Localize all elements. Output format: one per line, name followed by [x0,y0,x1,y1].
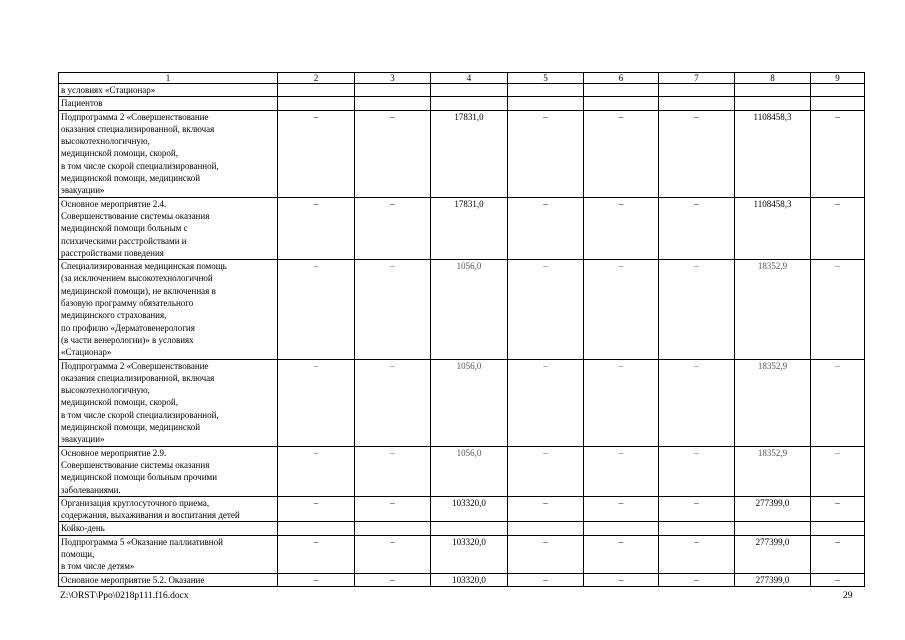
row-label-cell: Подпрограмма 2 «Совершенствование оказания специализированной, включая высокотехнологичную, медицинской помощи, скорой, в том числе скорой специализированной, медицинской помощи, медицинской эвакуации» [59,110,278,197]
column-number-header: 9 [811,73,865,84]
value-cell: – [355,535,431,573]
value-cell [735,97,811,110]
value-cell: – [508,446,584,496]
table-row [59,84,865,97]
value-cell: 103320,0 [431,535,508,573]
value-cell: – [508,573,584,586]
column-number-header: 4 [431,73,508,84]
table-body [59,73,865,587]
value-cell: – [355,110,431,197]
value-cell: – [508,496,584,522]
value-cell: – [659,496,735,522]
value-cell [355,84,431,97]
value-cell: 277399,0 [735,535,811,573]
value-cell [584,97,659,110]
value-cell: – [584,496,659,522]
value-cell [355,97,431,110]
value-cell: – [278,496,355,522]
value-cell: – [811,359,865,446]
value-cell: – [584,535,659,573]
value-cell [659,97,735,110]
value-cell: – [811,573,865,586]
value-cell: – [811,110,865,197]
column-number-header: 2 [278,73,355,84]
value-cell: – [659,446,735,496]
value-cell: – [659,260,735,359]
value-cell [584,522,659,535]
value-cell: – [508,197,584,259]
value-cell [431,97,508,110]
value-cell: 18352,9 [735,359,811,446]
value-cell: – [659,535,735,573]
value-cell: – [811,535,865,573]
table-row [59,260,865,359]
column-number-header: 7 [659,73,735,84]
value-cell [278,97,355,110]
value-cell: 18352,9 [735,446,811,496]
footer-file-path: Z:\ORST\Ppo\0218p111.f16.docx [60,591,189,601]
column-number-header: 3 [355,73,431,84]
row-label-cell: Основное мероприятие 2.9. Совершенствование системы оказания медицинской помощи больным прочими заболеваниями. [59,446,278,496]
value-cell: 1108458,3 [735,110,811,197]
value-cell: – [811,446,865,496]
value-cell: – [584,573,659,586]
value-cell: 277399,0 [735,496,811,522]
value-cell: 103320,0 [431,573,508,586]
value-cell: 17831,0 [431,110,508,197]
value-cell: – [584,446,659,496]
row-label-cell: в условиях «Стационар» [59,84,278,97]
value-cell: – [355,260,431,359]
value-cell: – [278,260,355,359]
row-label-cell: Основное мероприятие 5.2. Оказание [59,573,278,586]
table-row [59,496,865,522]
value-cell: – [278,573,355,586]
table-row [59,197,865,259]
value-cell: – [659,359,735,446]
value-cell [735,522,811,535]
value-cell: – [355,496,431,522]
value-cell [659,522,735,535]
value-cell [811,97,865,110]
table-row [59,535,865,573]
value-cell: – [355,359,431,446]
value-cell [431,84,508,97]
value-cell: – [811,496,865,522]
value-cell: – [278,197,355,259]
page-number: 29 [843,591,853,601]
value-cell: 1056,0 [431,446,508,496]
value-cell: – [584,359,659,446]
value-cell: – [584,197,659,259]
value-cell: – [508,110,584,197]
value-cell [584,84,659,97]
value-cell: – [811,260,865,359]
value-cell [811,522,865,535]
row-label-cell: Основное мероприятие 2.4. Совершенствование системы оказания медицинской помощи больным с психическими расстройствами и расстройствами поведения [59,197,278,259]
value-cell: – [811,197,865,259]
value-cell: 1056,0 [431,260,508,359]
value-cell [508,97,584,110]
table-row [59,110,865,197]
value-cell: 103320,0 [431,496,508,522]
column-number-header: 6 [584,73,659,84]
table-row [59,97,865,110]
value-cell: – [355,446,431,496]
value-cell: – [278,110,355,197]
table-row [59,573,865,586]
value-cell [659,84,735,97]
value-cell: 18352,9 [735,260,811,359]
value-cell: – [659,110,735,197]
column-number-header: 1 [59,73,278,84]
table-header-row [59,73,865,84]
value-cell: – [659,197,735,259]
table-row [59,446,865,496]
value-cell: – [508,535,584,573]
row-label-cell: Койко-день [59,522,278,535]
column-number-header: 8 [735,73,811,84]
row-label-cell: Подпрограмма 5 «Оказание паллиативной помощи, в том числе детям» [59,535,278,573]
budget-table [58,72,865,587]
value-cell [508,522,584,535]
column-number-header: 5 [508,73,584,84]
value-cell: – [278,446,355,496]
value-cell: – [508,260,584,359]
value-cell: 277399,0 [735,573,811,586]
value-cell: 1056,0 [431,359,508,446]
value-cell [278,84,355,97]
value-cell [278,522,355,535]
value-cell [355,522,431,535]
table-row [59,359,865,446]
table-row [59,522,865,535]
row-label-cell: Подпрограмма 2 «Совершенствование оказания специализированной, включая высокотехнологичную, медицинской помощи, скорой, в том числе скорой специализированной, медицинской помощи, медицинской эвакуации» [59,359,278,446]
value-cell: – [278,535,355,573]
row-label-cell: Пациентов [59,97,278,110]
value-cell [735,84,811,97]
value-cell: 17831,0 [431,197,508,259]
value-cell: – [355,573,431,586]
row-label-cell: Организация круглосуточного приема, содержания, выхаживания и воспитания детей [59,496,278,522]
value-cell: 1108458,3 [735,197,811,259]
value-cell: – [508,359,584,446]
value-cell: – [355,197,431,259]
value-cell: – [584,110,659,197]
row-label-cell: Специализированная медицинская помощь (за исключением высокотехнологичной медицинской помощи), не включенная в базовую программу обязательного медицинского страхования, по профилю «Дерматовенерология (в части венерологии)» в условиях «Стационар» [59,260,278,359]
value-cell [508,84,584,97]
value-cell: – [278,359,355,446]
value-cell [431,522,508,535]
value-cell: – [659,573,735,586]
value-cell: – [584,260,659,359]
value-cell [811,84,865,97]
